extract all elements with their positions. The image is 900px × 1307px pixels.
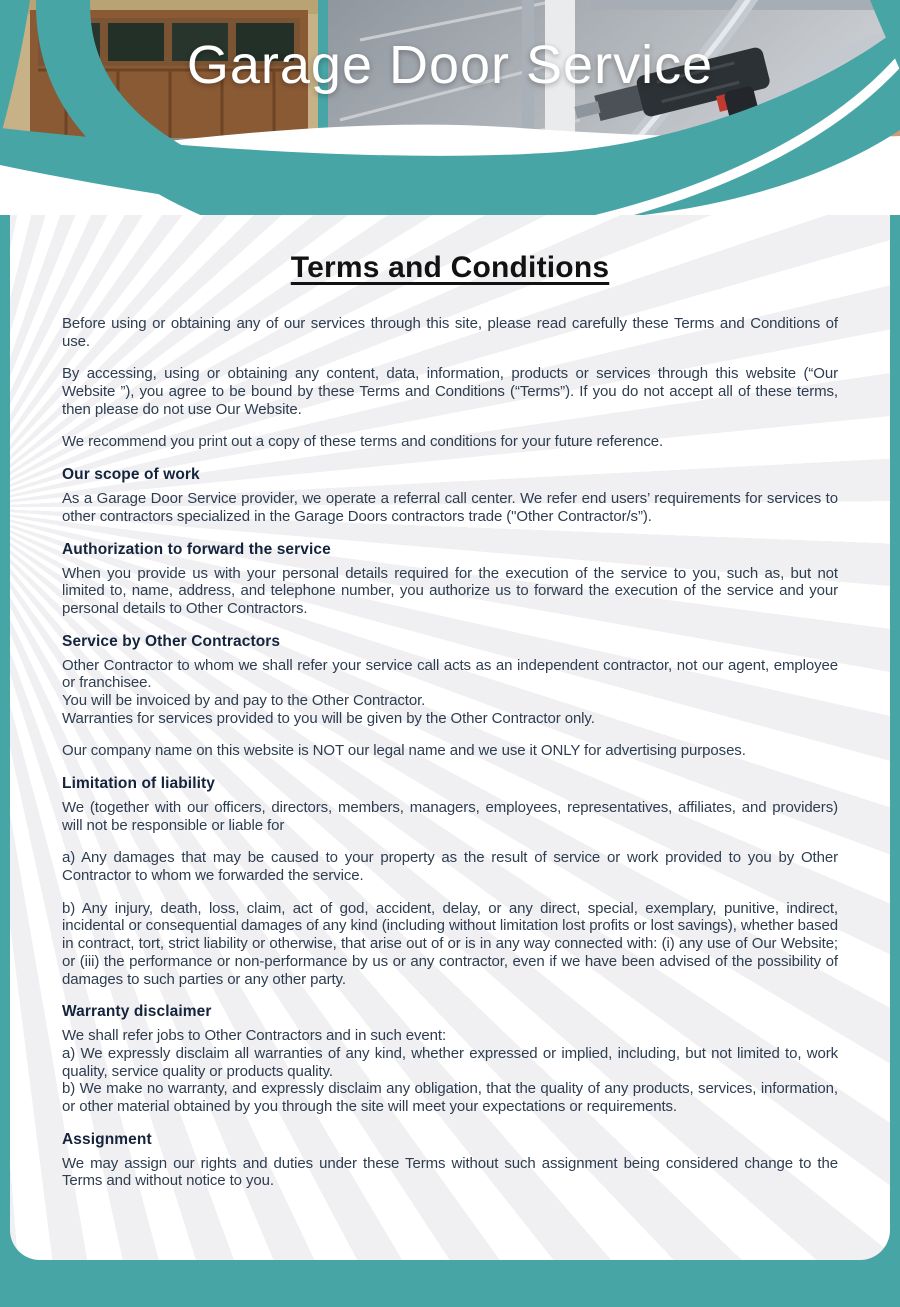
header-art <box>0 0 900 215</box>
paragraph-line: Before using or obtaining any of our services through this site, please read carefully these Terms and Conditions of use. <box>62 315 838 350</box>
paragraph-line: When you provide us with your personal details required for the execution of the service to you, such as, but not limited to, name, address, and telephone number, you authorize us to forward the execution of the service and your personal details to Other Contractors. <box>62 564 838 617</box>
paragraph-line: As a Garage Door Service provider, we operate a referral call center. We refer end users’ requirements for services to other contractors specialized in the Garage Doors contractors trade ("Other Contractor/s”). <box>62 490 838 525</box>
paragraph-block <box>62 657 838 728</box>
paragraph-line: a) We expressly disclaim all warranties of any kind, whether expressed or implied, including, but not limited to, work quality, service quality or products quality. <box>62 1044 838 1080</box>
paragraph-line: a) Any damages that may be caused to your property as the result of service or work provided to you by Other Contractor to whom we forwarded the service. <box>62 849 838 885</box>
terms-section <box>62 775 838 988</box>
paragraph-block <box>62 565 838 618</box>
terms-sections <box>62 315 838 1190</box>
terms-section <box>62 466 838 525</box>
paragraph-line: b) We make no warranty, and expressly disclaim any obligation, that the quality of any products, services, information, or other material obtained by you through the site will meet your expectations or requirements. <box>62 1080 838 1115</box>
paragraph-block <box>62 1155 838 1190</box>
section-heading: Our scope of work <box>62 466 200 484</box>
terms-section <box>62 1131 838 1190</box>
site-title: Garage Door Service <box>186 35 714 95</box>
terms-heading: Terms and Conditions <box>290 251 610 284</box>
paragraph-line: We shall refer jobs to Other Contractors and in such event: <box>62 1027 447 1045</box>
paragraph-line: Warranties for services provided to you will be given by the Other Contractor only. <box>62 709 595 727</box>
section-heading: Authorization to forward the service <box>62 540 331 558</box>
header-banner <box>0 0 900 215</box>
terms-intro <box>62 315 838 451</box>
paragraph-line: We recommend you print out a copy of these terms and conditions for your future reference. <box>62 433 664 451</box>
paragraph-block <box>62 315 838 350</box>
terms-section <box>62 541 838 618</box>
paragraph-block <box>62 365 838 418</box>
section-heading: Limitation of liability <box>62 775 215 792</box>
paragraph-line: By accessing, using or obtaining any content, data, information, products or services through this website (“Our Website ”), you agree to be bound by these Terms and Conditions (“Terms”). If you do not accept all of these terms, then please do not use Our Website. <box>62 365 838 418</box>
terms-section <box>62 1003 838 1115</box>
paragraph-line: We may assign our rights and duties under these Terms without such assignment being considered change to the Terms and without notice to you. <box>62 1154 838 1190</box>
paragraph-block <box>62 433 838 451</box>
paragraph-line: We (together with our officers, directors, members, managers, employees, representatives, affiliates, and providers) will not be responsible or liable for <box>62 799 838 834</box>
section-heading: Warranty disclaimer <box>62 1003 212 1021</box>
paragraph-block <box>62 742 838 760</box>
paragraph-block <box>62 1027 838 1115</box>
content-panel <box>10 215 890 1260</box>
section-heading: Service by Other Contractors <box>62 632 281 650</box>
paragraph-block <box>62 900 838 988</box>
paragraph-block <box>62 490 838 525</box>
paragraph-block <box>62 849 838 884</box>
terms-section <box>62 633 838 760</box>
paragraph-line: Other Contractor to whom we shall refer your service call acts as an independent contractor, not our agent, employee or franchisee. <box>62 656 838 692</box>
paragraph-line: b) Any injury, death, loss, claim, act of god, accident, delay, or any direct, special, exemplary, punitive, indirect, incidental or consequential damages of any kind (including without limitation lost profits or lost savings), whether based in contract, tort, strict liability or otherwise, that arise out of or is in any way connected with: (i) any use of Our Website; or (iii) the performance or non-performance by us or any contractor, even if we have been advised of the possibility of damages to such parties or any other party. <box>62 899 838 988</box>
paragraph-line: Our company name on this website is NOT our legal name and we use it ONLY for advertising purposes. <box>62 742 746 760</box>
paragraph-block <box>62 799 838 834</box>
paragraph-line: You will be invoiced by and pay to the Other Contractor. <box>62 691 426 709</box>
section-heading: Assignment <box>62 1130 152 1148</box>
